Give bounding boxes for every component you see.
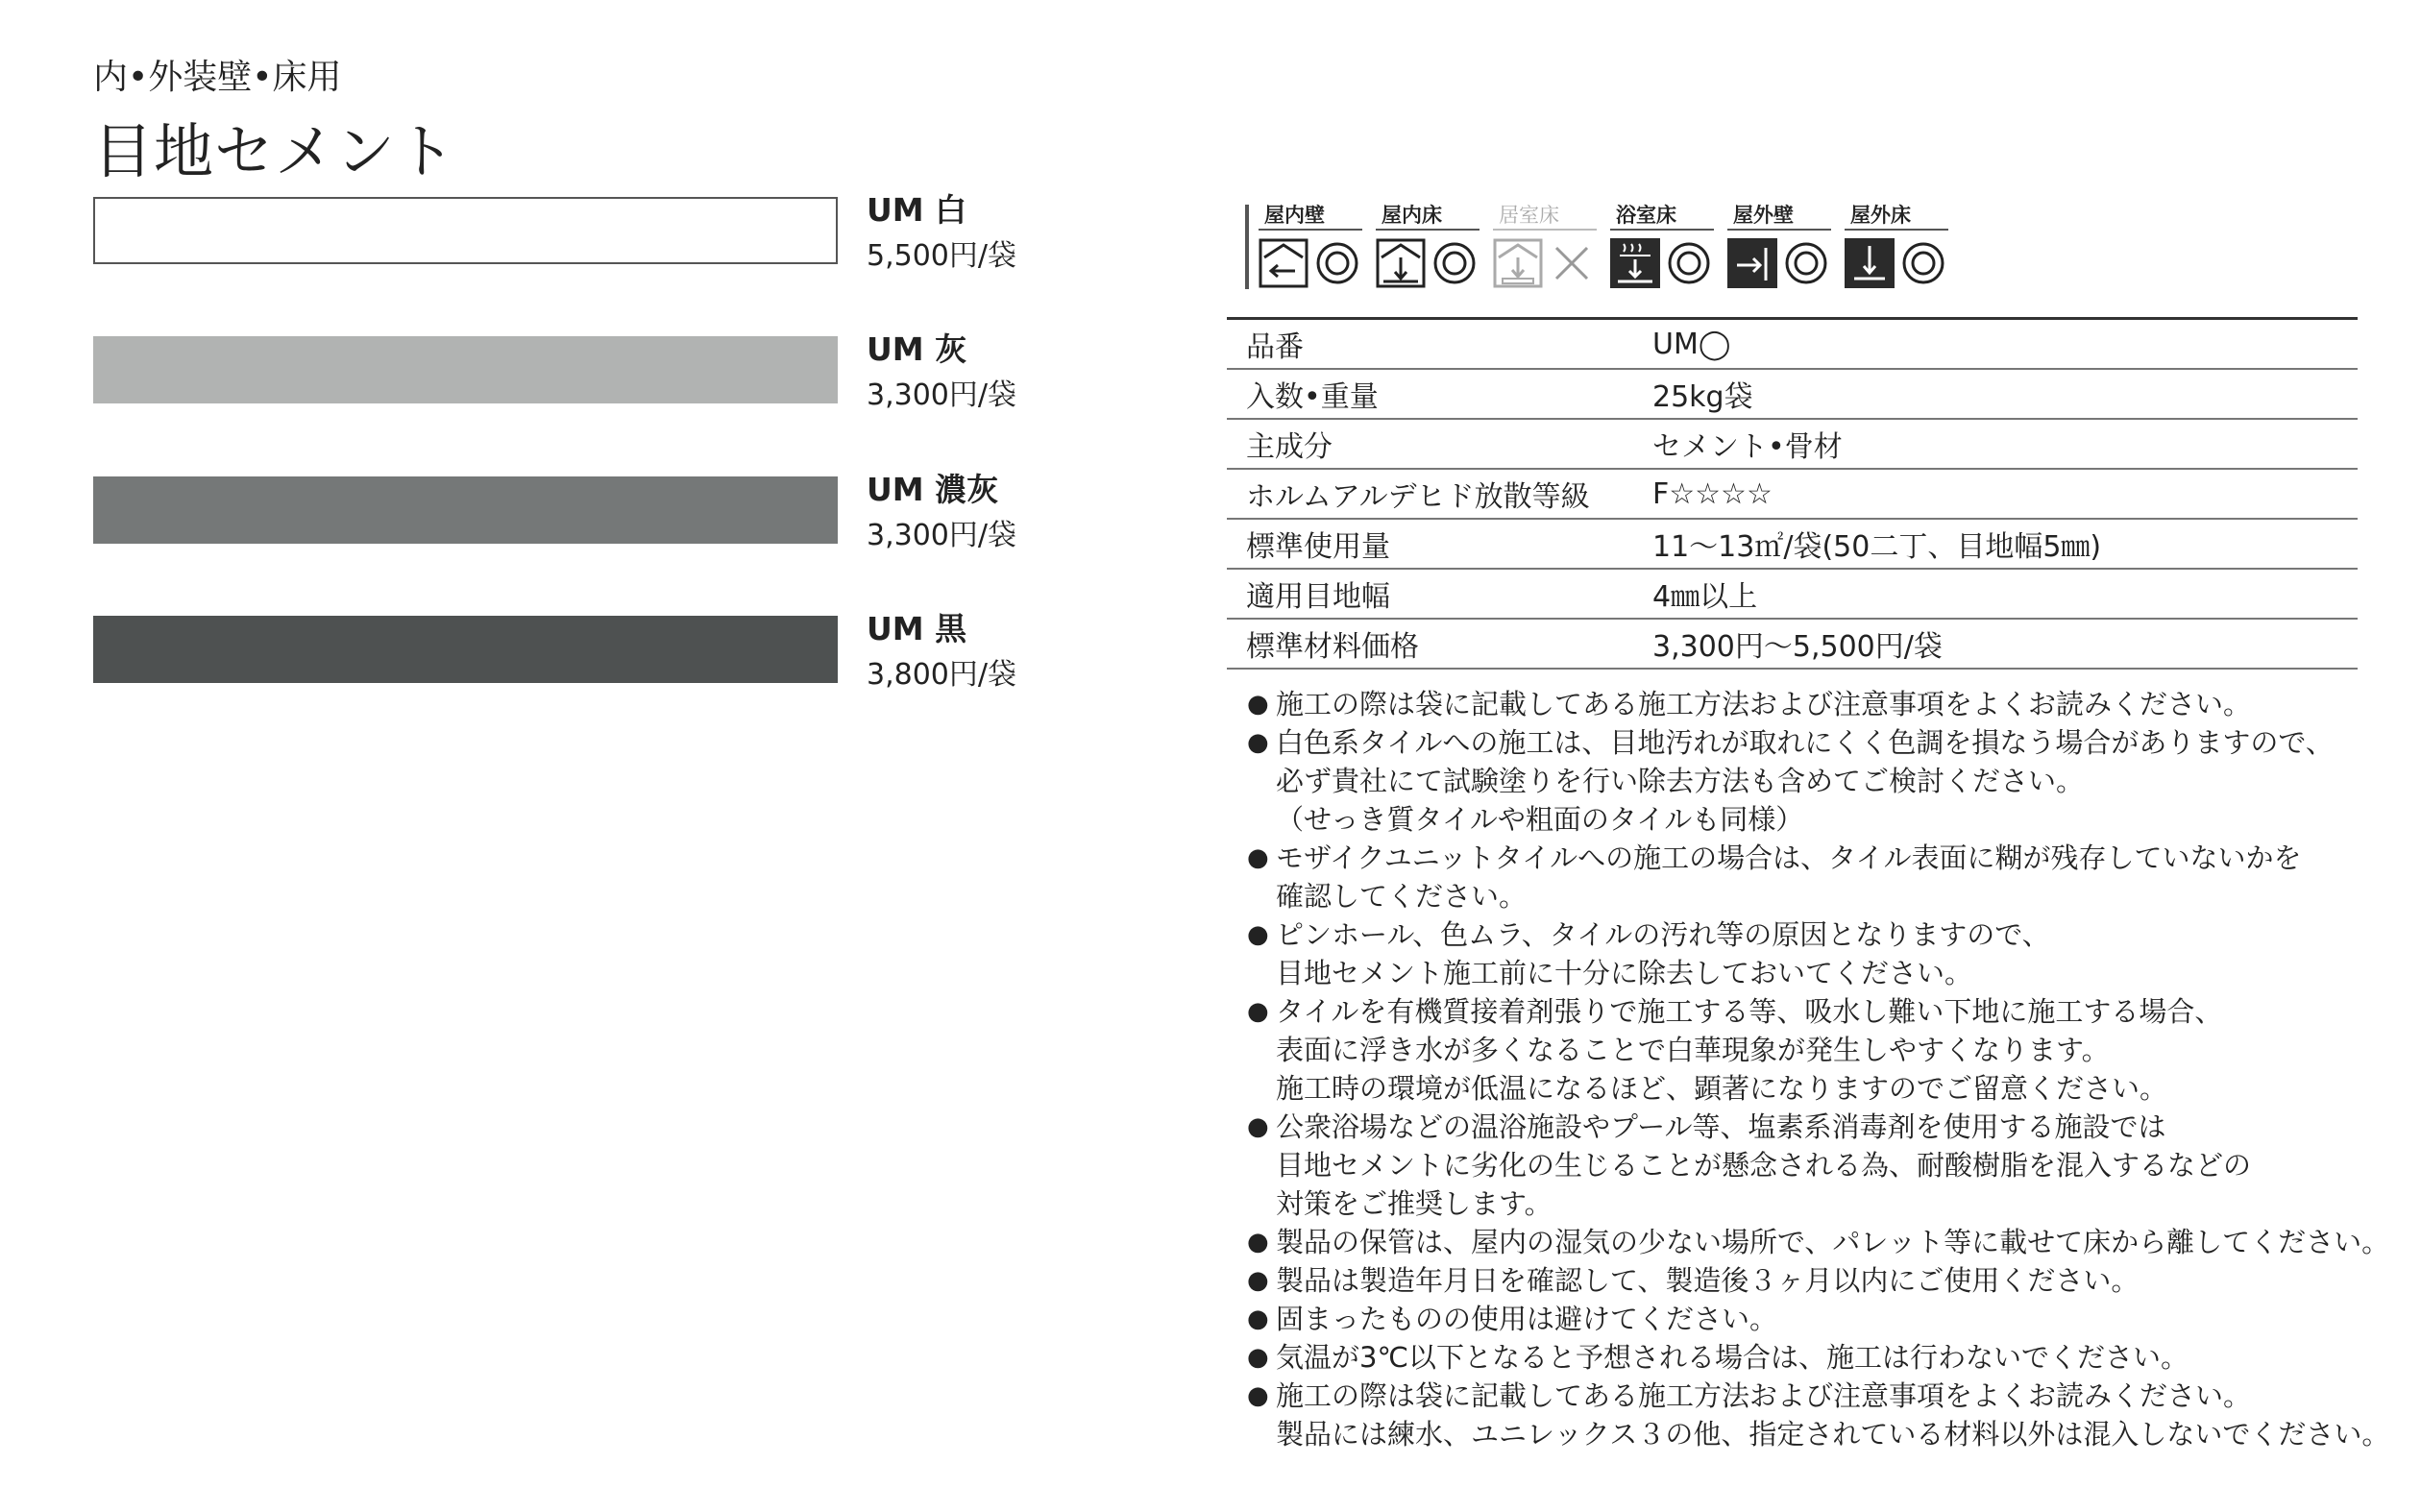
note-line [1247, 1031, 2389, 1069]
note-line [1247, 839, 2389, 877]
bullet-icon [1247, 954, 1276, 992]
color-option-gray [93, 330, 1016, 432]
usage-underline [1610, 229, 1714, 231]
note-text: 表面に浮き水が多くなることで白華現象が発生しやすくなります。 [1276, 1034, 2110, 1066]
note-text: 施工時の環境が低温になるほど、顕著になりますのでご留意ください。 [1276, 1072, 2168, 1105]
note-text: 目地セメントに劣化の生じることが懸念される為、耐酸樹脂を混入するなどの [1276, 1149, 2252, 1182]
usage-label: 屋内床 [1382, 204, 1442, 227]
bullet-icon: ● [1247, 690, 1269, 719]
color-price: 3,800円/袋 [867, 658, 1016, 692]
note-text: 固まったものの使用は避けてください。 [1276, 1303, 1778, 1335]
bullet-icon: ● [1247, 920, 1269, 949]
note-line [1247, 1338, 2389, 1377]
spec-row [1227, 319, 2358, 370]
caution-notes [1247, 685, 2389, 1453]
color-price: 3,300円/袋 [867, 519, 1016, 552]
usage-divider [1245, 205, 1249, 289]
usage-underline [1259, 229, 1362, 231]
spec-key: 品番 [1227, 319, 1652, 370]
note-text: 必ず貴社にて試験塗りを行い除去方法も含めてご検討ください。 [1276, 765, 2085, 797]
note-line [1247, 1415, 2389, 1453]
usage-label: 居室床 [1499, 204, 1559, 227]
bullet-icon [1247, 1031, 1276, 1069]
outdoor-floor-icon [1845, 238, 1895, 288]
note-line [1247, 915, 2389, 954]
color-option-black [93, 610, 1016, 712]
note-line [1247, 877, 2389, 915]
note-line [1247, 1069, 2389, 1108]
color-swatch-gray [93, 336, 838, 403]
bullet-icon: ● [1247, 843, 1269, 872]
spec-value: セメント•骨材 [1652, 419, 2358, 469]
spec-table [1227, 317, 2358, 670]
double-circle-icon [1431, 240, 1478, 286]
color-price: 3,300円/袋 [867, 378, 1016, 412]
living-room-floor-icon [1493, 238, 1543, 288]
spec-value: F☆☆☆☆ [1652, 469, 2358, 519]
spec-key: 主成分 [1227, 419, 1652, 469]
note-text: 白色系タイルへの施工は、目地汚れが取れにくく色調を損なう場合がありますので、 [1276, 726, 2334, 759]
usage-label: 浴室床 [1616, 204, 1676, 227]
color-code: UM 灰 [867, 330, 967, 368]
color-swatch-white [93, 197, 838, 264]
bullet-icon [1247, 1069, 1276, 1108]
note-text: 対策をご推奨します。 [1276, 1187, 1553, 1220]
note-line [1247, 762, 2389, 800]
note-line [1247, 1184, 2389, 1223]
note-line [1247, 685, 2389, 723]
bullet-icon: ● [1247, 1305, 1269, 1333]
note-text: （せっき質タイルや粗面のタイルも同様） [1276, 803, 1804, 836]
note-text: 公衆浴場などの温浴施設やプール等、塩素系消毒剤を使用する施設では [1276, 1110, 2166, 1143]
spec-row [1227, 419, 2358, 469]
outdoor-wall-icon [1727, 238, 1777, 288]
indoor-wall-icon [1259, 238, 1308, 288]
color-swatch-black [93, 616, 838, 683]
spec-key: 標準材料価格 [1227, 619, 1652, 669]
double-circle-icon [1900, 240, 1946, 286]
color-option-dark-gray [93, 471, 1016, 573]
note-text: 施工の際は袋に記載してある施工方法および注意事項をよくお読みください。 [1276, 688, 2252, 720]
double-circle-icon [1783, 240, 1829, 286]
bullet-icon [1247, 1146, 1276, 1184]
note-text: 製品には練水、ユニレックス３の他、指定されている材料以外は混入しないでください。 [1276, 1418, 2390, 1451]
color-price: 5,500円/袋 [867, 239, 1016, 273]
bullet-icon: ● [1247, 1228, 1269, 1256]
spec-row [1227, 369, 2358, 419]
note-text: タイルを有機質接着剤張りで施工する等、吸水し難い下地に施工する場合、 [1276, 995, 2223, 1028]
bullet-icon [1247, 877, 1276, 915]
spec-key: 適用目地幅 [1227, 569, 1652, 619]
note-text: 気温が3℃以下となると予想される場合は、施工は行わないでください。 [1276, 1341, 2189, 1374]
color-code: UM 黒 [867, 610, 967, 647]
cross-icon [1549, 240, 1595, 286]
note-text: ピンホール、色ムラ、タイルの汚れ等の原因となりますので、 [1276, 918, 2050, 951]
spec-value: 3,300円〜5,500円/袋 [1652, 619, 2358, 669]
color-code: UM 濃灰 [867, 471, 999, 508]
usage-underline [1727, 229, 1831, 231]
color-code: UM 白 [867, 191, 967, 229]
note-line [1247, 1223, 2389, 1261]
spec-key: 標準使用量 [1227, 519, 1652, 569]
usage-icons [1245, 197, 1994, 293]
bullet-icon [1247, 1415, 1276, 1453]
bullet-icon [1247, 1184, 1276, 1223]
spec-row [1227, 569, 2358, 619]
product-category: 内•外装壁•床用 [93, 58, 342, 97]
note-line [1247, 1261, 2389, 1300]
double-circle-icon [1314, 240, 1360, 286]
usage-label: 屋外壁 [1733, 204, 1794, 227]
bullet-icon [1247, 762, 1276, 800]
note-line [1247, 1300, 2389, 1338]
note-line [1247, 954, 2389, 992]
bathroom-floor-icon [1610, 238, 1660, 288]
color-swatch-dark-gray [93, 476, 838, 544]
bullet-icon: ● [1247, 1112, 1269, 1141]
spec-row [1227, 469, 2358, 519]
color-option-white [93, 191, 1016, 293]
spec-value: UM◯ [1652, 319, 2358, 370]
note-text: 確認してください。 [1276, 880, 1528, 913]
spec-key: 入数•重量 [1227, 369, 1652, 419]
note-line [1247, 1146, 2389, 1184]
spec-key: ホルムアルデヒド放散等級 [1227, 469, 1652, 519]
note-text: 製品は製造年月日を確認して、製造後３ヶ月以内にご使用ください。 [1276, 1264, 2140, 1297]
spec-value: 4㎜以上 [1652, 569, 2358, 619]
note-line [1247, 992, 2389, 1031]
spec-value: 11〜13㎡/袋(50二丁、目地幅5㎜) [1652, 519, 2358, 569]
note-line [1247, 800, 2389, 839]
note-line [1247, 1108, 2389, 1146]
usage-underline [1845, 229, 1948, 231]
note-text: 目地セメント施工前に十分に除去しておいてください。 [1276, 957, 1973, 989]
spec-row [1227, 619, 2358, 669]
note-text: モザイクユニットタイルへの施工の場合は、タイル表面に糊が残存していないかを [1276, 841, 2302, 874]
bullet-icon: ● [1247, 1381, 1269, 1410]
bullet-icon: ● [1247, 728, 1269, 757]
usage-label: 屋内壁 [1264, 204, 1325, 227]
note-text: 施工の際は袋に記載してある施工方法および注意事項をよくお読みください。 [1276, 1379, 2252, 1412]
note-line [1247, 723, 2389, 762]
indoor-floor-icon [1376, 238, 1426, 288]
product-title: 目地セメント [93, 116, 457, 186]
usage-underline [1376, 229, 1480, 231]
spec-row [1227, 519, 2358, 569]
double-circle-icon [1666, 240, 1712, 286]
bullet-icon: ● [1247, 1266, 1269, 1295]
usage-label: 屋外床 [1850, 204, 1911, 227]
bullet-icon: ● [1247, 997, 1269, 1026]
note-text: 製品の保管は、屋内の湿気の少ない場所で、パレット等に載せて床から離してください。 [1276, 1226, 2390, 1258]
note-line [1247, 1377, 2389, 1415]
bullet-icon: ● [1247, 1343, 1269, 1372]
usage-underline [1493, 229, 1597, 231]
bullet-icon [1247, 800, 1276, 839]
spec-value: 25kg袋 [1652, 369, 2358, 419]
